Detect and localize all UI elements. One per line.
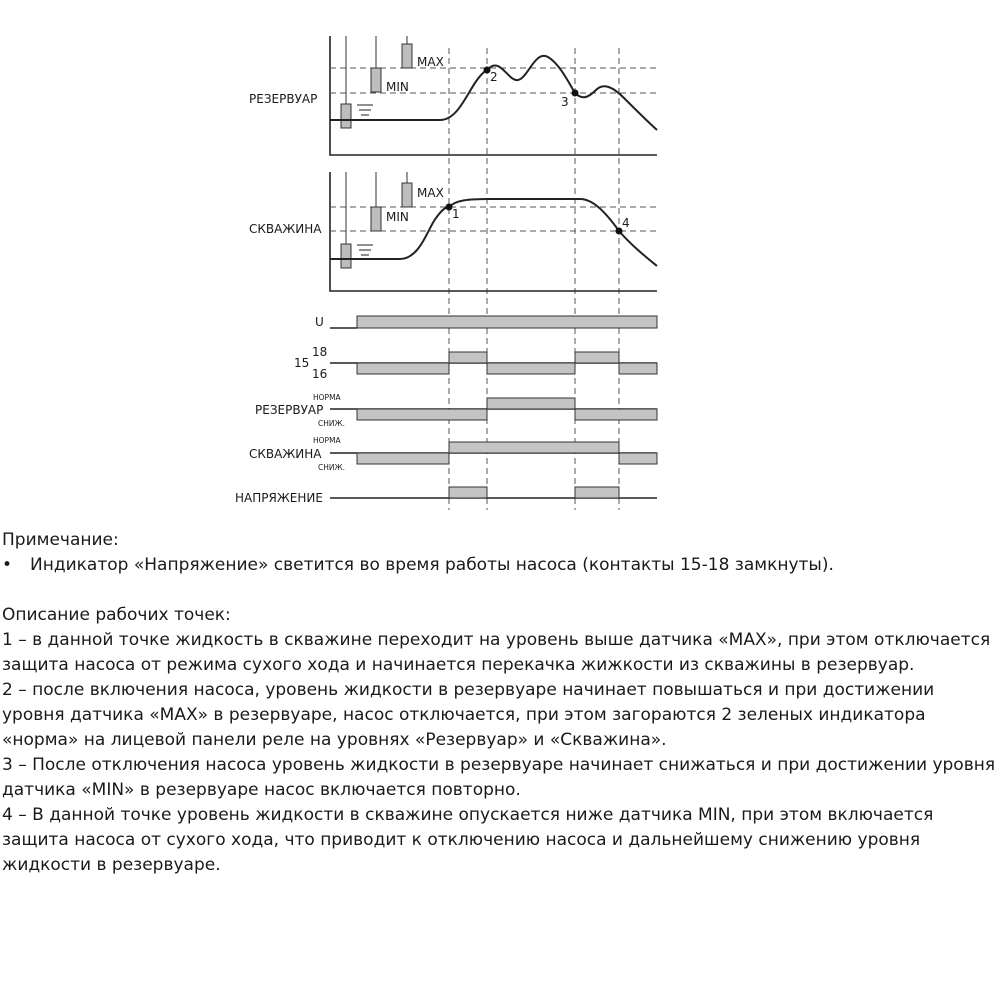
contacts-16-closed xyxy=(357,363,449,374)
well-label: СКВАЖИНА xyxy=(249,222,322,236)
norm-label: НОРМА xyxy=(313,436,341,445)
contact-18-label: 18 xyxy=(312,345,328,359)
point-2-description: 2 – после включения насоса, уровень жидкости в резервуаре начинает повышаться и при достижении уровня датчика «MAX» в резервуаре, насос отключается, при этом загораются 2 зеленых индикатора «норма» на лицевой панели реле на уровнях «Резервуар» и «Скважина». xyxy=(2,680,935,750)
note-title: Примечание: xyxy=(2,530,119,550)
point-3-label: 3 xyxy=(561,95,569,109)
reservoir-axes xyxy=(330,36,657,155)
description-text xyxy=(2,528,998,878)
contacts-18-closed xyxy=(575,352,619,363)
reservoir-level-panel xyxy=(249,36,657,155)
well-level-panel xyxy=(249,172,657,291)
contact-16-label: 16 xyxy=(312,367,328,381)
voltage-on-state xyxy=(449,487,487,498)
reservoir-indicator-label: РЕЗЕРВУАР xyxy=(255,403,324,417)
contacts-16-closed xyxy=(619,363,657,374)
low-label: СНИЖ. xyxy=(318,463,345,472)
contacts-row xyxy=(294,345,657,381)
reservoir-indicator-row xyxy=(255,393,657,428)
max-label: MAX xyxy=(417,186,444,200)
point-2-label: 2 xyxy=(490,70,498,84)
low-label: СНИЖ. xyxy=(318,419,345,428)
sensor-max-electrode xyxy=(402,44,412,68)
description-title: Описание рабочих точек: xyxy=(2,605,231,625)
reservoir-norm-state xyxy=(487,398,575,409)
sensor-min-electrode xyxy=(371,207,381,231)
contacts-16-closed xyxy=(487,363,575,374)
note-item xyxy=(2,553,998,578)
voltage-on-state xyxy=(575,487,619,498)
point-4-label: 4 xyxy=(622,216,630,230)
ground-icon xyxy=(357,105,373,115)
well-indicator-label: СКВАЖИНА xyxy=(249,447,322,461)
contact-15-label: 15 xyxy=(294,356,310,370)
min-label: MIN xyxy=(386,80,409,94)
point-1-description: 1 – в данной точке жидкость в скважине переходит на уровень выше датчика «MAX», при этом отключается защита насоса от режима сухого хода и начинается перекачка жижкости из скважины в резервуар. xyxy=(2,630,991,675)
u-high-level xyxy=(357,316,657,328)
bullet: • xyxy=(2,555,13,575)
ground-icon xyxy=(357,245,373,255)
point-1-label: 1 xyxy=(452,207,460,221)
point-4-description: 4 – В данной точке уровень жидкости в скважине опускается ниже датчика MIN, при этом включается защита насоса от сухого хода, что приводит к отключению насоса и дальнейшему снижению уровня жидкости в резервуаре. xyxy=(2,805,934,875)
point-3-description: 3 – После отключения насоса уровень жидкости в резервуаре начинает снижаться и при достижении уровня датчика «MIN» в резервуаре насос включается повторно. xyxy=(2,755,996,800)
sensor-max-electrode xyxy=(402,183,412,207)
well-low-state xyxy=(619,453,657,464)
voltage-indicator-row xyxy=(235,487,657,505)
min-label: MIN xyxy=(386,210,409,224)
norm-label: НОРМА xyxy=(313,393,341,402)
reservoir-label: РЕЗЕРВУАР xyxy=(249,92,318,106)
note-text: Индикатор «Напряжение» светится во время работы насоса (контакты 15-18 замкнуты). xyxy=(30,555,834,575)
supply-voltage-row xyxy=(315,315,657,329)
reservoir-low-state xyxy=(357,409,487,420)
well-indicator-row xyxy=(249,436,657,472)
max-label: MAX xyxy=(417,55,444,69)
sensor-min-electrode xyxy=(371,68,381,92)
well-low-state xyxy=(357,453,449,464)
sensor-common-electrode xyxy=(341,244,351,268)
voltage-label: НАПРЯЖЕНИЕ xyxy=(235,491,323,505)
well-norm-state xyxy=(449,442,619,453)
point-3-dot xyxy=(572,90,579,97)
reservoir-low-state xyxy=(575,409,657,420)
sensor-common-electrode xyxy=(341,104,351,128)
contacts-18-closed xyxy=(449,352,487,363)
u-label: U xyxy=(315,315,324,329)
